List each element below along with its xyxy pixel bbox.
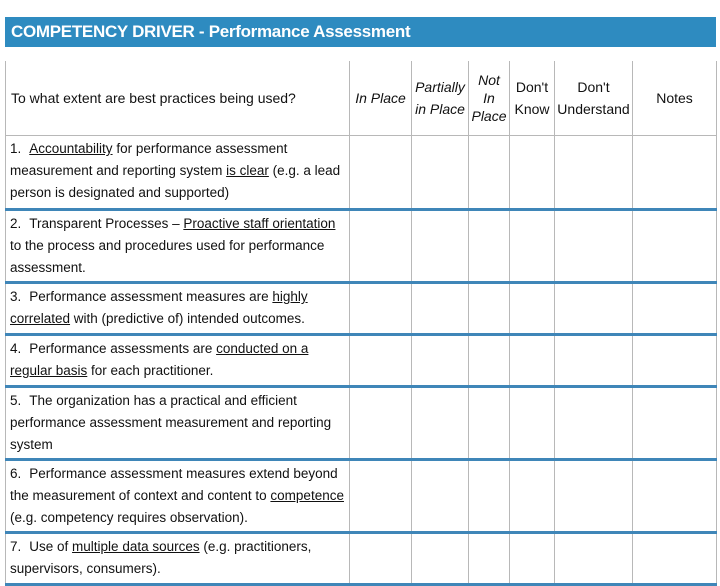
dont-know-cell[interactable] (510, 136, 555, 210)
header-partially-in-place (412, 61, 469, 136)
header-partially-line2: in Place (415, 101, 465, 117)
header-not-line2: In (483, 90, 495, 106)
practice-text-part: Performance assessments are (29, 341, 217, 356)
dont-know-cell[interactable] (510, 210, 555, 283)
table-row (6, 136, 717, 210)
header-partially-line1: Partially (415, 79, 465, 95)
practice-text-part: Transparent Processes – (29, 216, 184, 231)
header-dont-understand (555, 61, 633, 136)
notes-cell[interactable] (633, 387, 717, 460)
notes-cell[interactable] (633, 136, 717, 210)
practice-text (10, 390, 345, 456)
dont-know-cell[interactable] (510, 335, 555, 387)
practice-text-part: with (predictive of) intended outcomes. (70, 311, 305, 326)
dont-understand-cell[interactable] (555, 460, 633, 533)
practice-text-part: Use of (29, 539, 73, 554)
not-in-place-cell[interactable] (469, 283, 510, 335)
practice-number: 5. (10, 393, 22, 408)
practice-text-part: to the process and procedures used for performance assessment. (10, 238, 325, 275)
practice-text (10, 463, 345, 529)
notes-cell[interactable] (633, 460, 717, 533)
dont-understand-cell[interactable] (555, 210, 633, 283)
practice-text-part: Performance assessment measures extend beyond the measurement of context and content to (10, 466, 338, 503)
practice-text (10, 286, 345, 330)
page-title: COMPETENCY DRIVER - Performance Assessment (5, 17, 716, 47)
header-dont-understand-line1: Don't (577, 79, 610, 95)
header-not-in-place (469, 61, 510, 136)
in-place-cell[interactable] (350, 283, 412, 335)
table-row (6, 335, 717, 387)
header-dont-understand-line2: Understand (557, 101, 630, 117)
header-dont-know-line1: Don't (515, 79, 549, 95)
dont-understand-cell[interactable] (555, 387, 633, 460)
dont-know-cell[interactable] (510, 387, 555, 460)
partially-in-place-cell[interactable] (412, 335, 469, 387)
assessment-table (5, 61, 717, 586)
dont-understand-cell[interactable] (555, 533, 633, 585)
header-notes: Notes (633, 61, 717, 136)
partially-in-place-cell[interactable] (412, 136, 469, 210)
practice-text-part: (e.g. a lead person is designated and supported) (10, 163, 341, 200)
practice-text-part: The organization has a practical and efficient performance assessment measurement and reporting system (10, 393, 332, 452)
practice-cell (6, 210, 350, 283)
table-row (6, 283, 717, 335)
practice-text-part: for each practitioner. (87, 363, 214, 378)
header-dont-know (510, 61, 555, 136)
in-place-cell[interactable] (350, 387, 412, 460)
header-dont-know-line2: Know (514, 101, 550, 117)
in-place-cell[interactable] (350, 460, 412, 533)
practice-text-part: for performance assessment measurement and reporting system (10, 141, 288, 178)
practice-key-phrase: conducted on a regular basis (10, 341, 309, 378)
notes-cell[interactable] (633, 210, 717, 283)
dont-know-cell[interactable] (510, 283, 555, 335)
practice-key-phrase: Proactive staff orientation (183, 216, 336, 231)
practice-text-part: Performance assessment measures are (29, 289, 273, 304)
dont-know-cell[interactable] (510, 533, 555, 585)
practice-text (10, 338, 345, 382)
practice-text (10, 536, 345, 580)
partially-in-place-cell[interactable] (412, 533, 469, 585)
dont-understand-cell[interactable] (555, 283, 633, 335)
practice-number: 4. (10, 341, 22, 356)
practice-number: 1. (10, 141, 22, 156)
partially-in-place-cell[interactable] (412, 210, 469, 283)
notes-cell[interactable] (633, 335, 717, 387)
dont-understand-cell[interactable] (555, 136, 633, 210)
practice-key-phrase: Accountability (29, 141, 113, 156)
table-row (6, 387, 717, 460)
header-not-line1: Not (478, 72, 500, 88)
table-row (6, 460, 717, 533)
practice-key-phrase: highly correlated (10, 289, 308, 326)
notes-cell[interactable] (633, 283, 717, 335)
header-question: To what extent are best practices being used? (6, 61, 350, 136)
not-in-place-cell[interactable] (469, 136, 510, 210)
in-place-cell[interactable] (350, 533, 412, 585)
practice-key-phrase: multiple data sources (72, 539, 200, 554)
practice-text-part: (e.g. practitioners, supervisors, consumers). (10, 539, 312, 576)
practice-cell (6, 460, 350, 533)
header-row (6, 61, 717, 136)
table-row (6, 210, 717, 283)
in-place-cell[interactable] (350, 210, 412, 283)
practice-cell (6, 387, 350, 460)
practice-number: 2. (10, 216, 22, 231)
practice-cell (6, 283, 350, 335)
practice-text (10, 213, 345, 279)
practice-text (10, 138, 345, 204)
not-in-place-cell[interactable] (469, 460, 510, 533)
not-in-place-cell[interactable] (469, 210, 510, 283)
notes-cell[interactable] (633, 533, 717, 585)
header-in-place: In Place (350, 61, 412, 136)
not-in-place-cell[interactable] (469, 533, 510, 585)
practice-cell (6, 533, 350, 585)
header-not-line3: Place (471, 108, 507, 124)
dont-understand-cell[interactable] (555, 335, 633, 387)
practice-text-part: (e.g. competency requires observation). (10, 510, 248, 525)
assessment-sheet (5, 17, 716, 576)
partially-in-place-cell[interactable] (412, 460, 469, 533)
partially-in-place-cell[interactable] (412, 283, 469, 335)
partially-in-place-cell[interactable] (412, 387, 469, 460)
practice-cell (6, 335, 350, 387)
practice-number: 6. (10, 466, 22, 481)
practice-key-phrase: competence (270, 488, 344, 503)
not-in-place-cell[interactable] (469, 387, 510, 460)
in-place-cell[interactable] (350, 136, 412, 210)
in-place-cell[interactable] (350, 335, 412, 387)
practice-cell (6, 136, 350, 210)
practice-number: 3. (10, 289, 22, 304)
dont-know-cell[interactable] (510, 460, 555, 533)
practice-key-phrase: is clear (226, 163, 269, 178)
table-row (6, 533, 717, 585)
not-in-place-cell[interactable] (469, 335, 510, 387)
practice-number: 7. (10, 539, 22, 554)
